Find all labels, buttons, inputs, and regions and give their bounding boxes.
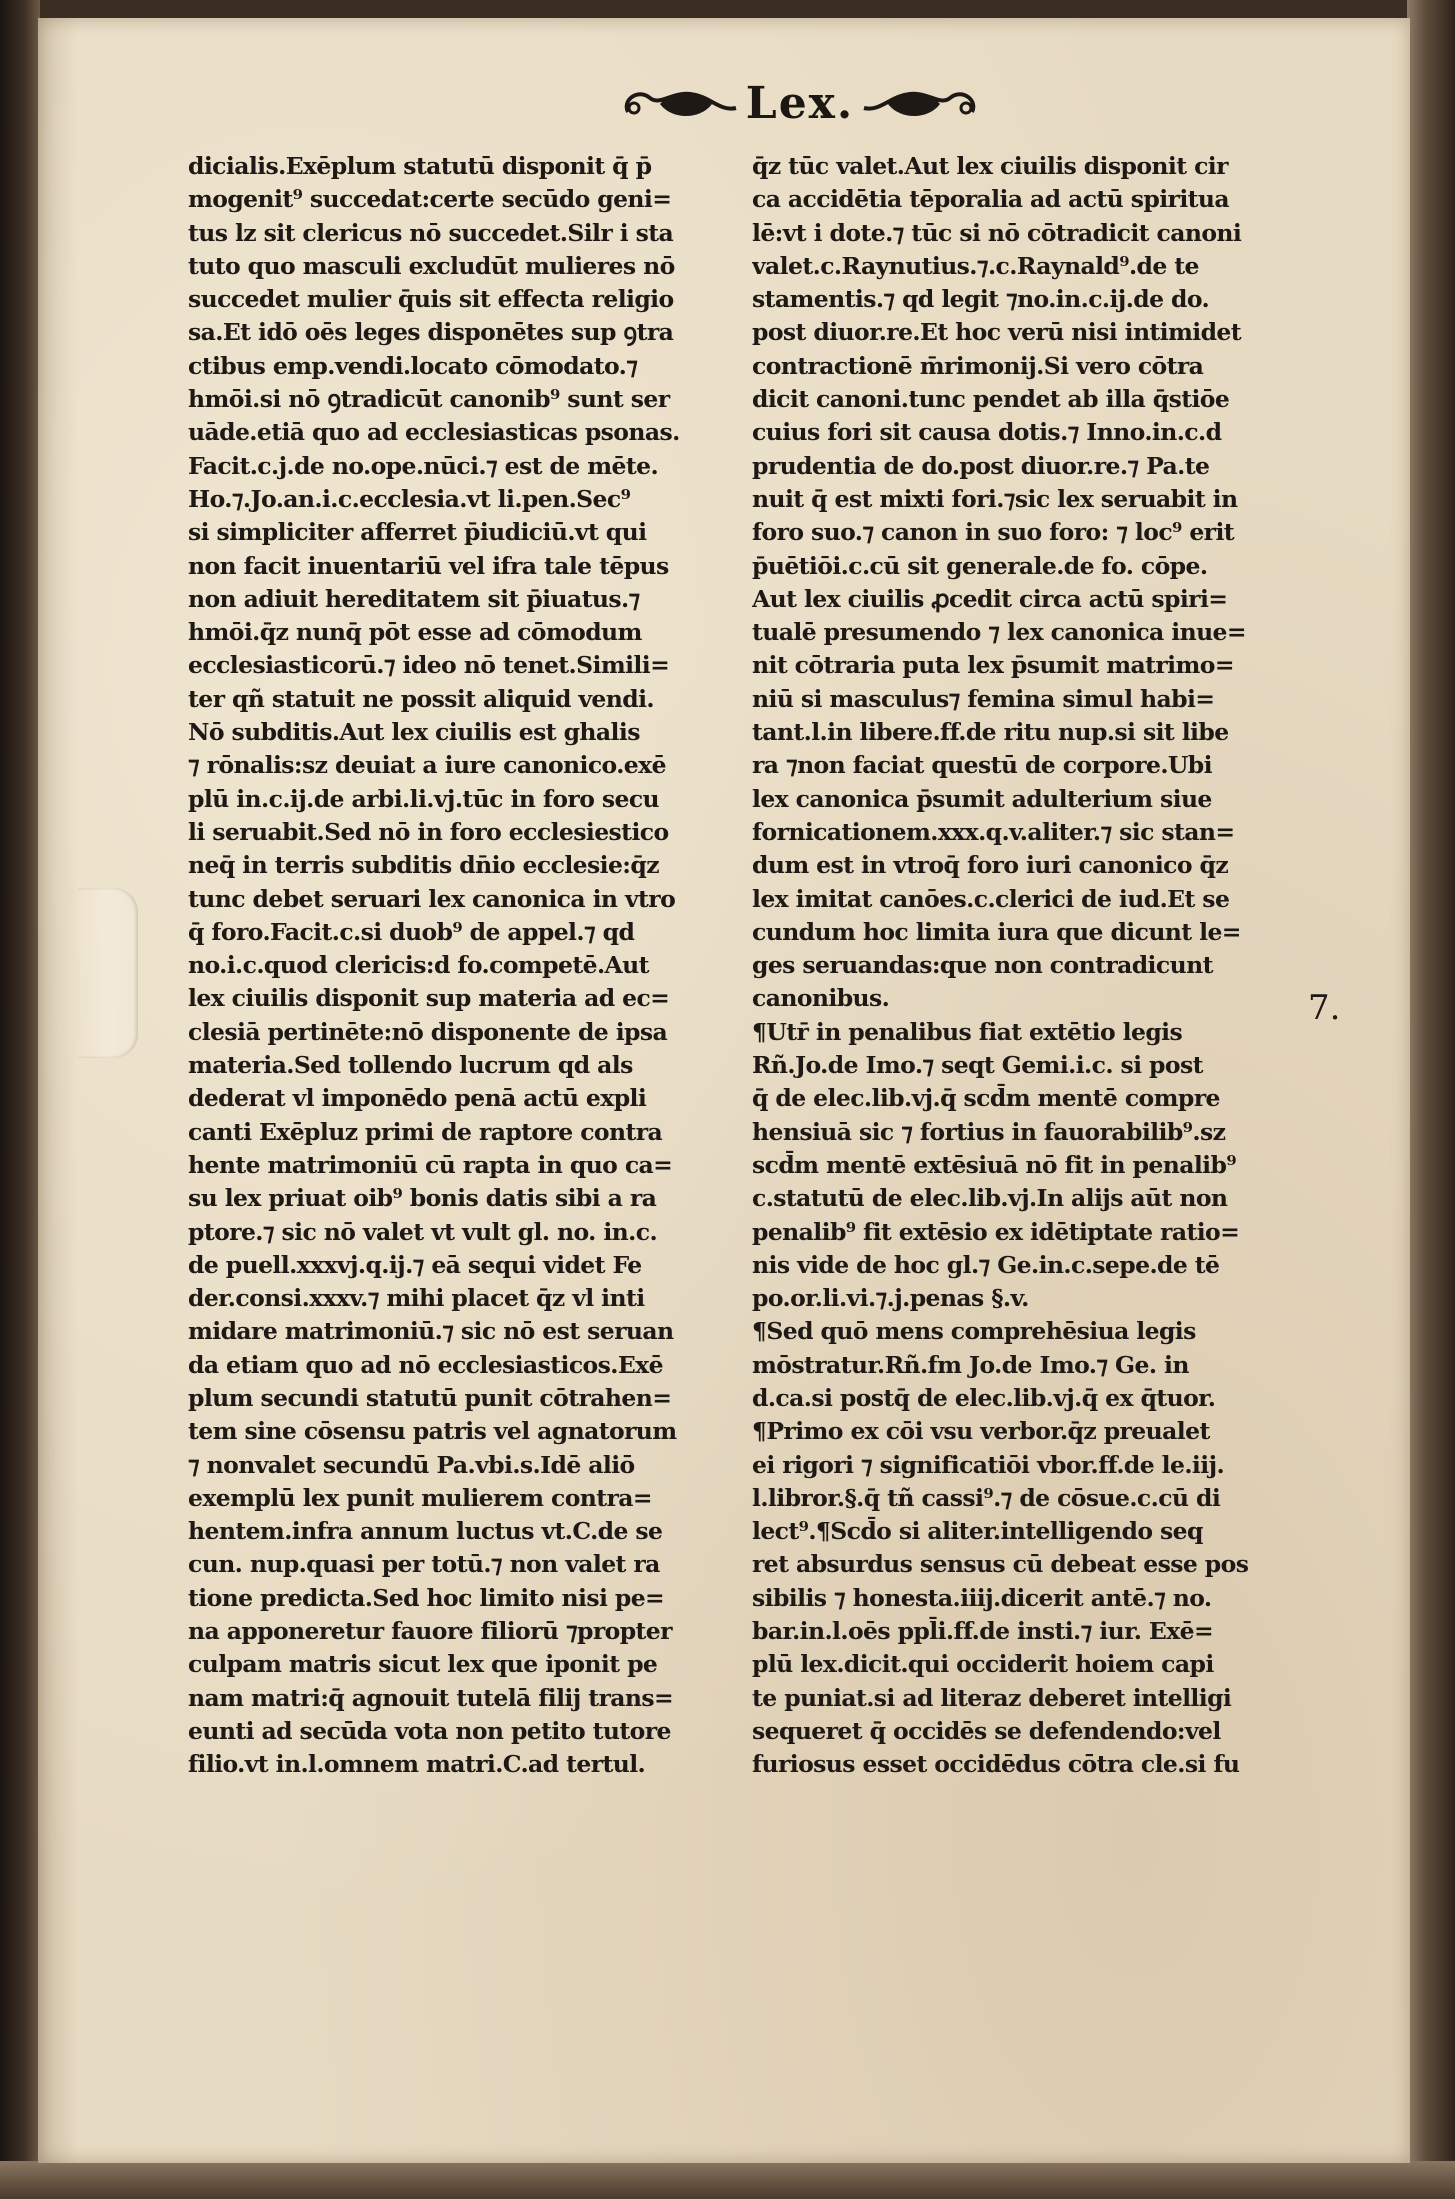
text-line: midare matrimoniū.⁊ sic nō est seruan <box>188 1317 674 1346</box>
text-line: d.ca.si postq̄ de elec.lib.vj.q̄ ex q̄tuor. <box>752 1383 1216 1412</box>
text-line: lē:vt i dote.⁊ tūc si nō cōtradicit canoni <box>752 218 1242 247</box>
text-line: stamentis.⁊ qd legit ⁊no.in.c.ij.de do. <box>752 285 1210 314</box>
text-line: sa.Et idō oēs leges disponētes sup ꝯtra <box>188 318 674 347</box>
left-text-column <box>188 150 748 1782</box>
right-ornament-icon <box>860 82 980 130</box>
text-line: tant.l.in libere.ff.de ritu nup.si sit libe <box>752 718 1229 747</box>
text-line: exemplū lex punit mulierem contra= <box>188 1483 653 1512</box>
text-line: dicit canoni.tunc pendet ab illa q̄stiōe <box>752 385 1230 414</box>
text-line: nam matri:q̄ agnouit tutelā filij trans= <box>188 1683 674 1712</box>
text-line: ecclesiasticorū.⁊ ideo nō tenet.Simili= <box>188 651 670 680</box>
text-line: hente matrimoniū cū rapta in quo ca= <box>188 1150 673 1179</box>
text-line: plū in.c.ij.de arbi.li.vj.tūc in foro secu <box>188 784 660 813</box>
text-line: ¶Sed quō mens comprehēsiua legis <box>752 1317 1196 1346</box>
text-line: plum secundi statutū punit cōtrahen= <box>188 1383 672 1412</box>
text-line: plū lex.dicit.qui occiderit hoiem capi <box>752 1650 1214 1679</box>
text-line: non adiuit hereditatem sit p̄iuatus.⁊ <box>188 584 640 613</box>
text-line: tualē presumendo ⁊ lex canonica inue= <box>752 618 1246 647</box>
text-line: dum est in vtroq̄ foro iuri canonico q̄z <box>752 851 1229 880</box>
book-right-edge <box>1407 0 1455 2199</box>
text-line: mogenit⁹ succedat:certe secūdo geni= <box>188 185 672 214</box>
left-ornament-icon <box>620 82 740 130</box>
text-line: na apponeretur fauore filiorū ⁊propter <box>188 1617 672 1646</box>
text-line: lex imitat canōes.c.clerici de iud.Et se <box>752 884 1230 913</box>
text-line: Ho.⁊.Jo.an.i.c.ecclesia.vt li.pen.Sec⁹ <box>188 484 631 513</box>
text-line: sibilis ⁊ honesta.iiij.dicerit antē.⁊ no. <box>752 1583 1212 1612</box>
text-line: p̄uētiōi.c.cū sit generale.de fo. cōpe. <box>752 551 1208 580</box>
text-line: ⁊ rōnalis:sz deuiat a iure canonico.exē <box>188 751 666 780</box>
text-line: materia.Sed tollendo lucrum qd als <box>188 1051 633 1080</box>
text-line: ¶Primo ex cōi vsu verbor.q̄z preualet <box>752 1417 1210 1446</box>
text-line: mōstratur.Rñ.fm Jo.de Imo.⁊ Ge. in <box>752 1350 1189 1379</box>
text-line: contractionē m̄rimonij.Si vero cōtra <box>752 351 1204 380</box>
text-line: nit cōtraria puta lex p̄sumit matrimo= <box>752 651 1234 680</box>
text-line: po.or.li.vi.⁊.j.penas §.v. <box>752 1284 1029 1313</box>
text-line: canonibus. <box>752 984 890 1013</box>
text-line: si simpliciter afferret p̄iudiciū.vt qui <box>188 518 647 547</box>
text-line: tem sine cōsensu patris vel agnatorum <box>188 1417 677 1446</box>
book-bottom-edge <box>0 2161 1455 2199</box>
right-text-column <box>752 150 1312 1782</box>
marginal-note: 7. <box>1308 988 1341 1028</box>
text-line: q̄ de elec.lib.vj.q̄ scd̄m mentē compre <box>752 1084 1220 1113</box>
text-line: foro suo.⁊ canon in suo foro: ⁊ loc⁹ erit <box>752 518 1235 547</box>
book-spine <box>0 0 40 2199</box>
text-line: dederat vl imponēdo penā actū expli <box>188 1084 647 1113</box>
bookmark-tab <box>78 888 138 1058</box>
text-line: c.statutū de elec.lib.vj.In alijs aūt non <box>752 1184 1228 1213</box>
text-line: nis vide de hoc gl.⁊ Ge.in.c.sepe.de tē <box>752 1250 1220 1279</box>
text-line: scd̄m mentē extēsiuā nō fit in penalib⁹ <box>752 1150 1237 1179</box>
text-line: canti Exēpluz primi de raptore contra <box>188 1117 663 1146</box>
text-line: Facit.c.j.de no.ope.nūci.⁊ est de mēte. <box>188 451 659 480</box>
text-line: tuto quo masculi excludūt mulieres nō <box>188 251 675 280</box>
text-line: hentem.infra annum luctus vt.C.de se <box>188 1517 663 1546</box>
text-line: ei rigori ⁊ significatiōi vbor.ff.de le.iij. <box>752 1450 1225 1479</box>
text-line: no.i.c.quod clericis:d fo.competē.Aut <box>188 951 649 980</box>
text-line: cun. nup.quasi per totū.⁊ non valet ra <box>188 1550 660 1579</box>
text-line: cundum hoc limita iura que dicunt le= <box>752 917 1241 946</box>
text-line: neq̄ in terris subditis dn̄io ecclesie:q̄z <box>188 851 659 880</box>
text-line: hensiuā sic ⁊ fortius in fauorabilib⁹.sz <box>752 1117 1226 1146</box>
text-line: ptore.⁊ sic nō valet vt vult gl. no. in.c. <box>188 1217 658 1246</box>
text-line: filio.vt in.l.omnem matri.C.ad tertul. <box>188 1750 646 1779</box>
text-line: niū si masculus⁊ femina simul habi= <box>752 684 1215 713</box>
text-line: ra ⁊non faciat questū de corpore.Ubi <box>752 751 1212 780</box>
text-line: prudentia de do.post diuor.re.⁊ Pa.te <box>752 451 1210 480</box>
text-line: penalib⁹ fit extēsio ex idētiptate ratio= <box>752 1217 1240 1246</box>
text-line: ctibus emp.vendi.locato cōmodato.⁊ <box>188 351 638 380</box>
running-title: Lex. <box>745 78 855 129</box>
text-line: tione predicta.Sed hoc limito nisi pe= <box>188 1583 665 1612</box>
text-line: q̄z tūc valet.Aut lex ciuilis disponit cir <box>752 152 1228 180</box>
text-line: dicialis.Exēplum statutū disponit q̄ p̄ <box>188 152 652 180</box>
text-line: ret absurdus sensus cū debeat esse pos <box>752 1550 1249 1579</box>
text-line: ⁊ nonvalet secundū Pa.vbi.s.Idē aliō <box>188 1450 635 1479</box>
text-line: te puniat.si ad literaz deberet intelligi <box>752 1683 1232 1712</box>
text-line: hmōi.q̄z nunq̄ pōt esse ad cōmodum <box>188 618 642 647</box>
text-line: Rñ.Jo.de Imo.⁊ seqt Gemi.i.c. si post <box>752 1051 1203 1080</box>
text-line: ¶Utr̄ in penalibus fiat extētio legis <box>752 1017 1183 1046</box>
text-line: bar.in.l.oēs ppl̄i.ff.de insti.⁊ iur. Exē= <box>752 1617 1214 1646</box>
text-line: furiosus esset occidēdus cōtra cle.si fu <box>752 1750 1240 1779</box>
text-line: de puell.xxxvj.q.ij.⁊ eā sequi videt Fe <box>188 1250 642 1279</box>
text-line: tunc debet seruari lex canonica in vtro <box>188 884 676 913</box>
text-line: post diuor.re.Et hoc verū nisi intimidet <box>752 318 1242 347</box>
text-line: da etiam quo ad nō ecclesiasticos.Exē <box>188 1350 663 1379</box>
running-header <box>620 78 980 134</box>
text-line: succedet mulier q̄uis sit effecta religio <box>188 285 674 314</box>
text-line: ter qñ statuit ne possit aliquid vendi. <box>188 684 655 713</box>
text-line: non facit inuentariū vel ifra tale tēpus <box>188 551 669 580</box>
text-line: lex ciuilis disponit sup materia ad ec= <box>188 984 670 1013</box>
text-line: valet.c.Raynutius.⁊.c.Raynald⁹.de te <box>752 251 1199 280</box>
text-line: eunti ad secūda vota non petito tutore <box>188 1716 671 1745</box>
text-line: uāde.etiā quo ad ecclesiasticas psonas. <box>188 418 680 447</box>
text-line: Nō subditis.Aut lex ciuilis est ghalis <box>188 718 640 747</box>
text-line: su lex priuat oib⁹ bonis datis sibi a ra <box>188 1184 657 1213</box>
text-line: hmōi.si nō ꝯtradicūt canonib⁹ sunt ser <box>188 385 670 414</box>
text-line: ca accidētia tēporalia ad actū spiritua <box>752 185 1230 214</box>
text-line: lect⁹.¶Scd̄o si aliter.intelligendo seq <box>752 1517 1203 1546</box>
text-line: li seruabit.Sed nō in foro ecclesiestico <box>188 817 669 846</box>
text-line: fornicationem.xxx.q.v.aliter.⁊ sic stan= <box>752 817 1235 846</box>
text-line: lex canonica p̄sumit adulterium siue <box>752 784 1212 813</box>
text-line: nuit q̄ est mixti fori.⁊sic lex seruabit in <box>752 484 1238 513</box>
text-line: culpam matris sicut lex que iponit pe <box>188 1650 658 1679</box>
text-line: sequeret q̄ occidēs se defendendo:vel <box>752 1716 1221 1745</box>
text-line: cuius fori sit causa dotis.⁊ Inno.in.c.d <box>752 418 1222 447</box>
text-line: clesiā pertinēte:nō disponente de ipsa <box>188 1017 668 1046</box>
text-line: Aut lex ciuilis ꝓcedit circa actū spiri= <box>752 584 1228 613</box>
text-line: ges seruandas:que non contradicunt <box>752 951 1213 980</box>
text-line: tus lz sit clericus nō succedet.Silr i sta <box>188 218 674 247</box>
text-line: l.libror.§.q̄ tñ cassi⁹.⁊ de cōsue.c.cū di <box>752 1483 1221 1512</box>
text-line: q̄ foro.Facit.c.si duob⁹ de appel.⁊ qd <box>188 917 635 946</box>
text-line: der.consi.xxxv.⁊ mihi placet q̄z vl inti <box>188 1284 645 1313</box>
